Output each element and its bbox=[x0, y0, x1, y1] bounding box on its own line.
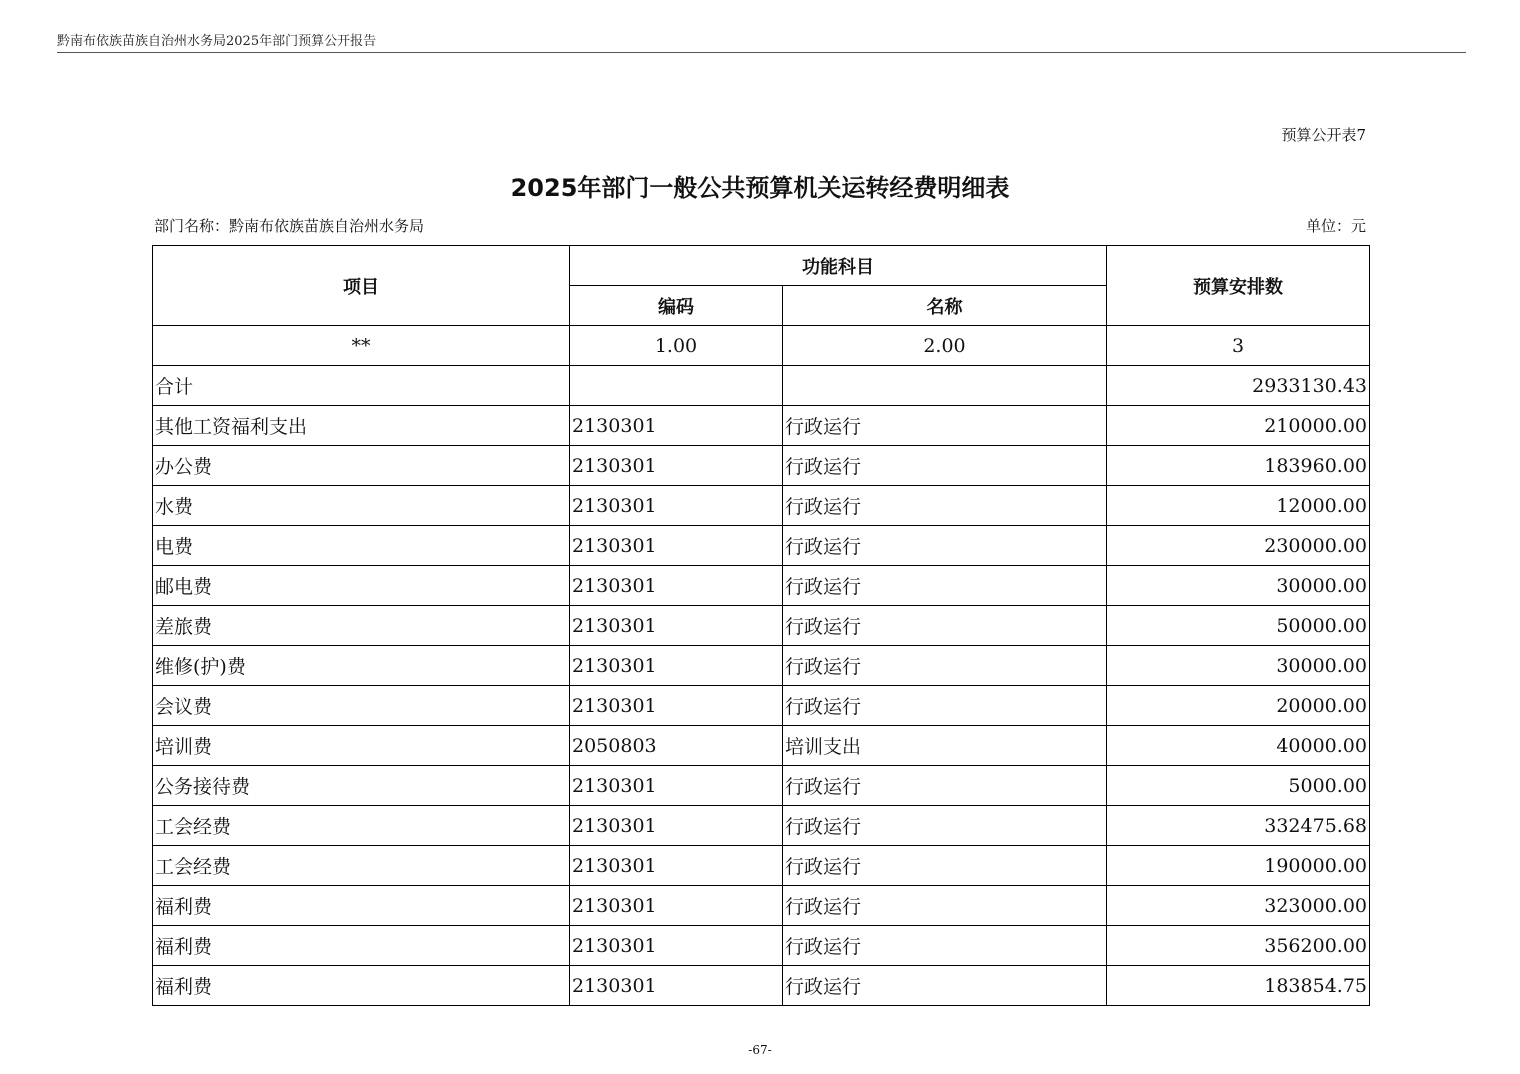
row-code: 2050803 bbox=[570, 726, 783, 766]
table-row bbox=[153, 686, 1370, 726]
row-code: 2130301 bbox=[570, 446, 783, 486]
table-row bbox=[153, 806, 1370, 846]
row-code: 2130301 bbox=[570, 486, 783, 526]
row-item: 工会经费 bbox=[153, 846, 570, 886]
row-code: 2130301 bbox=[570, 846, 783, 886]
row-item: 培训费 bbox=[153, 726, 570, 766]
row-amount: 230000.00 bbox=[1107, 526, 1370, 566]
total-code bbox=[570, 366, 783, 406]
table-row bbox=[153, 646, 1370, 686]
row-item: 工会经费 bbox=[153, 806, 570, 846]
total-row bbox=[153, 366, 1370, 406]
table-row bbox=[153, 926, 1370, 966]
row-item: 电费 bbox=[153, 526, 570, 566]
row-name: 行政运行 bbox=[783, 806, 1107, 846]
budget-table bbox=[152, 245, 1370, 1006]
row-code: 2130301 bbox=[570, 966, 783, 1006]
row-code: 2130301 bbox=[570, 526, 783, 566]
row-item: 办公费 bbox=[153, 446, 570, 486]
row-name: 行政运行 bbox=[783, 846, 1107, 886]
row-name: 行政运行 bbox=[783, 686, 1107, 726]
total-name bbox=[783, 366, 1107, 406]
row-item: 会议费 bbox=[153, 686, 570, 726]
row-item: 其他工资福利支出 bbox=[153, 406, 570, 446]
row-item: 公务接待费 bbox=[153, 766, 570, 806]
header-function-subject: 功能科目 bbox=[570, 246, 1107, 286]
total-amount: 2933130.43 bbox=[1107, 366, 1370, 406]
page-title: 2025年部门一般公共预算机关运转经费明细表 bbox=[510, 174, 1010, 202]
table-row bbox=[153, 406, 1370, 446]
table-row bbox=[153, 446, 1370, 486]
header-code: 编码 bbox=[570, 286, 783, 326]
row-amount: 50000.00 bbox=[1107, 606, 1370, 646]
row-name: 行政运行 bbox=[783, 486, 1107, 526]
row-name: 行政运行 bbox=[783, 406, 1107, 446]
row-amount: 323000.00 bbox=[1107, 886, 1370, 926]
index-cell: 2.00 bbox=[783, 326, 1107, 366]
row-amount: 210000.00 bbox=[1107, 406, 1370, 446]
row-name: 行政运行 bbox=[783, 606, 1107, 646]
department-name: 部门名称：黔南布依族苗族自治州水务局 bbox=[154, 217, 425, 235]
row-name: 行政运行 bbox=[783, 926, 1107, 966]
row-name: 行政运行 bbox=[783, 966, 1107, 1006]
row-name: 行政运行 bbox=[783, 886, 1107, 926]
row-code: 2130301 bbox=[570, 926, 783, 966]
row-amount: 5000.00 bbox=[1107, 766, 1370, 806]
row-code: 2130301 bbox=[570, 686, 783, 726]
row-amount: 20000.00 bbox=[1107, 686, 1370, 726]
row-item: 水费 bbox=[153, 486, 570, 526]
row-amount: 12000.00 bbox=[1107, 486, 1370, 526]
table-row bbox=[153, 846, 1370, 886]
row-amount: 30000.00 bbox=[1107, 566, 1370, 606]
row-code: 2130301 bbox=[570, 606, 783, 646]
row-amount: 40000.00 bbox=[1107, 726, 1370, 766]
row-amount: 332475.68 bbox=[1107, 806, 1370, 846]
row-code: 2130301 bbox=[570, 406, 783, 446]
table-row bbox=[153, 886, 1370, 926]
table-id: 预算公开表7 bbox=[1281, 126, 1366, 144]
row-amount: 183960.00 bbox=[1107, 446, 1370, 486]
running-header: 黔南布依族苗族自治州水务局2025年部门预算公开报告 bbox=[57, 34, 377, 49]
row-name: 行政运行 bbox=[783, 566, 1107, 606]
row-code: 2130301 bbox=[570, 766, 783, 806]
table-row bbox=[153, 726, 1370, 766]
table-row bbox=[153, 486, 1370, 526]
row-name: 行政运行 bbox=[783, 526, 1107, 566]
row-code: 2130301 bbox=[570, 886, 783, 926]
row-amount: 190000.00 bbox=[1107, 846, 1370, 886]
header-name: 名称 bbox=[783, 286, 1107, 326]
row-item: 福利费 bbox=[153, 886, 570, 926]
table-row bbox=[153, 566, 1370, 606]
row-item: 福利费 bbox=[153, 926, 570, 966]
header-row-1 bbox=[153, 246, 1370, 286]
unit-label: 单位：元 bbox=[1305, 217, 1366, 235]
row-item: 差旅费 bbox=[153, 606, 570, 646]
table-row bbox=[153, 966, 1370, 1006]
table-row bbox=[153, 766, 1370, 806]
page-number: -67- bbox=[748, 1043, 772, 1057]
row-name: 行政运行 bbox=[783, 766, 1107, 806]
row-item: 维修(护)费 bbox=[153, 646, 570, 686]
header-item: 项目 bbox=[153, 246, 570, 326]
index-cell: 1.00 bbox=[570, 326, 783, 366]
row-code: 2130301 bbox=[570, 806, 783, 846]
row-name: 培训支出 bbox=[783, 726, 1107, 766]
row-name: 行政运行 bbox=[783, 646, 1107, 686]
row-amount: 183854.75 bbox=[1107, 966, 1370, 1006]
total-label: 合计 bbox=[153, 366, 570, 406]
index-cell: 3 bbox=[1107, 326, 1370, 366]
row-item: 福利费 bbox=[153, 966, 570, 1006]
header-rule bbox=[57, 52, 1466, 53]
row-name: 行政运行 bbox=[783, 446, 1107, 486]
index-row bbox=[153, 326, 1370, 366]
row-amount: 30000.00 bbox=[1107, 646, 1370, 686]
header-budget: 预算安排数 bbox=[1107, 246, 1370, 326]
row-code: 2130301 bbox=[570, 646, 783, 686]
row-item: 邮电费 bbox=[153, 566, 570, 606]
row-code: 2130301 bbox=[570, 566, 783, 606]
index-cell: ** bbox=[153, 326, 570, 366]
table-row bbox=[153, 606, 1370, 646]
table-row bbox=[153, 526, 1370, 566]
row-amount: 356200.00 bbox=[1107, 926, 1370, 966]
